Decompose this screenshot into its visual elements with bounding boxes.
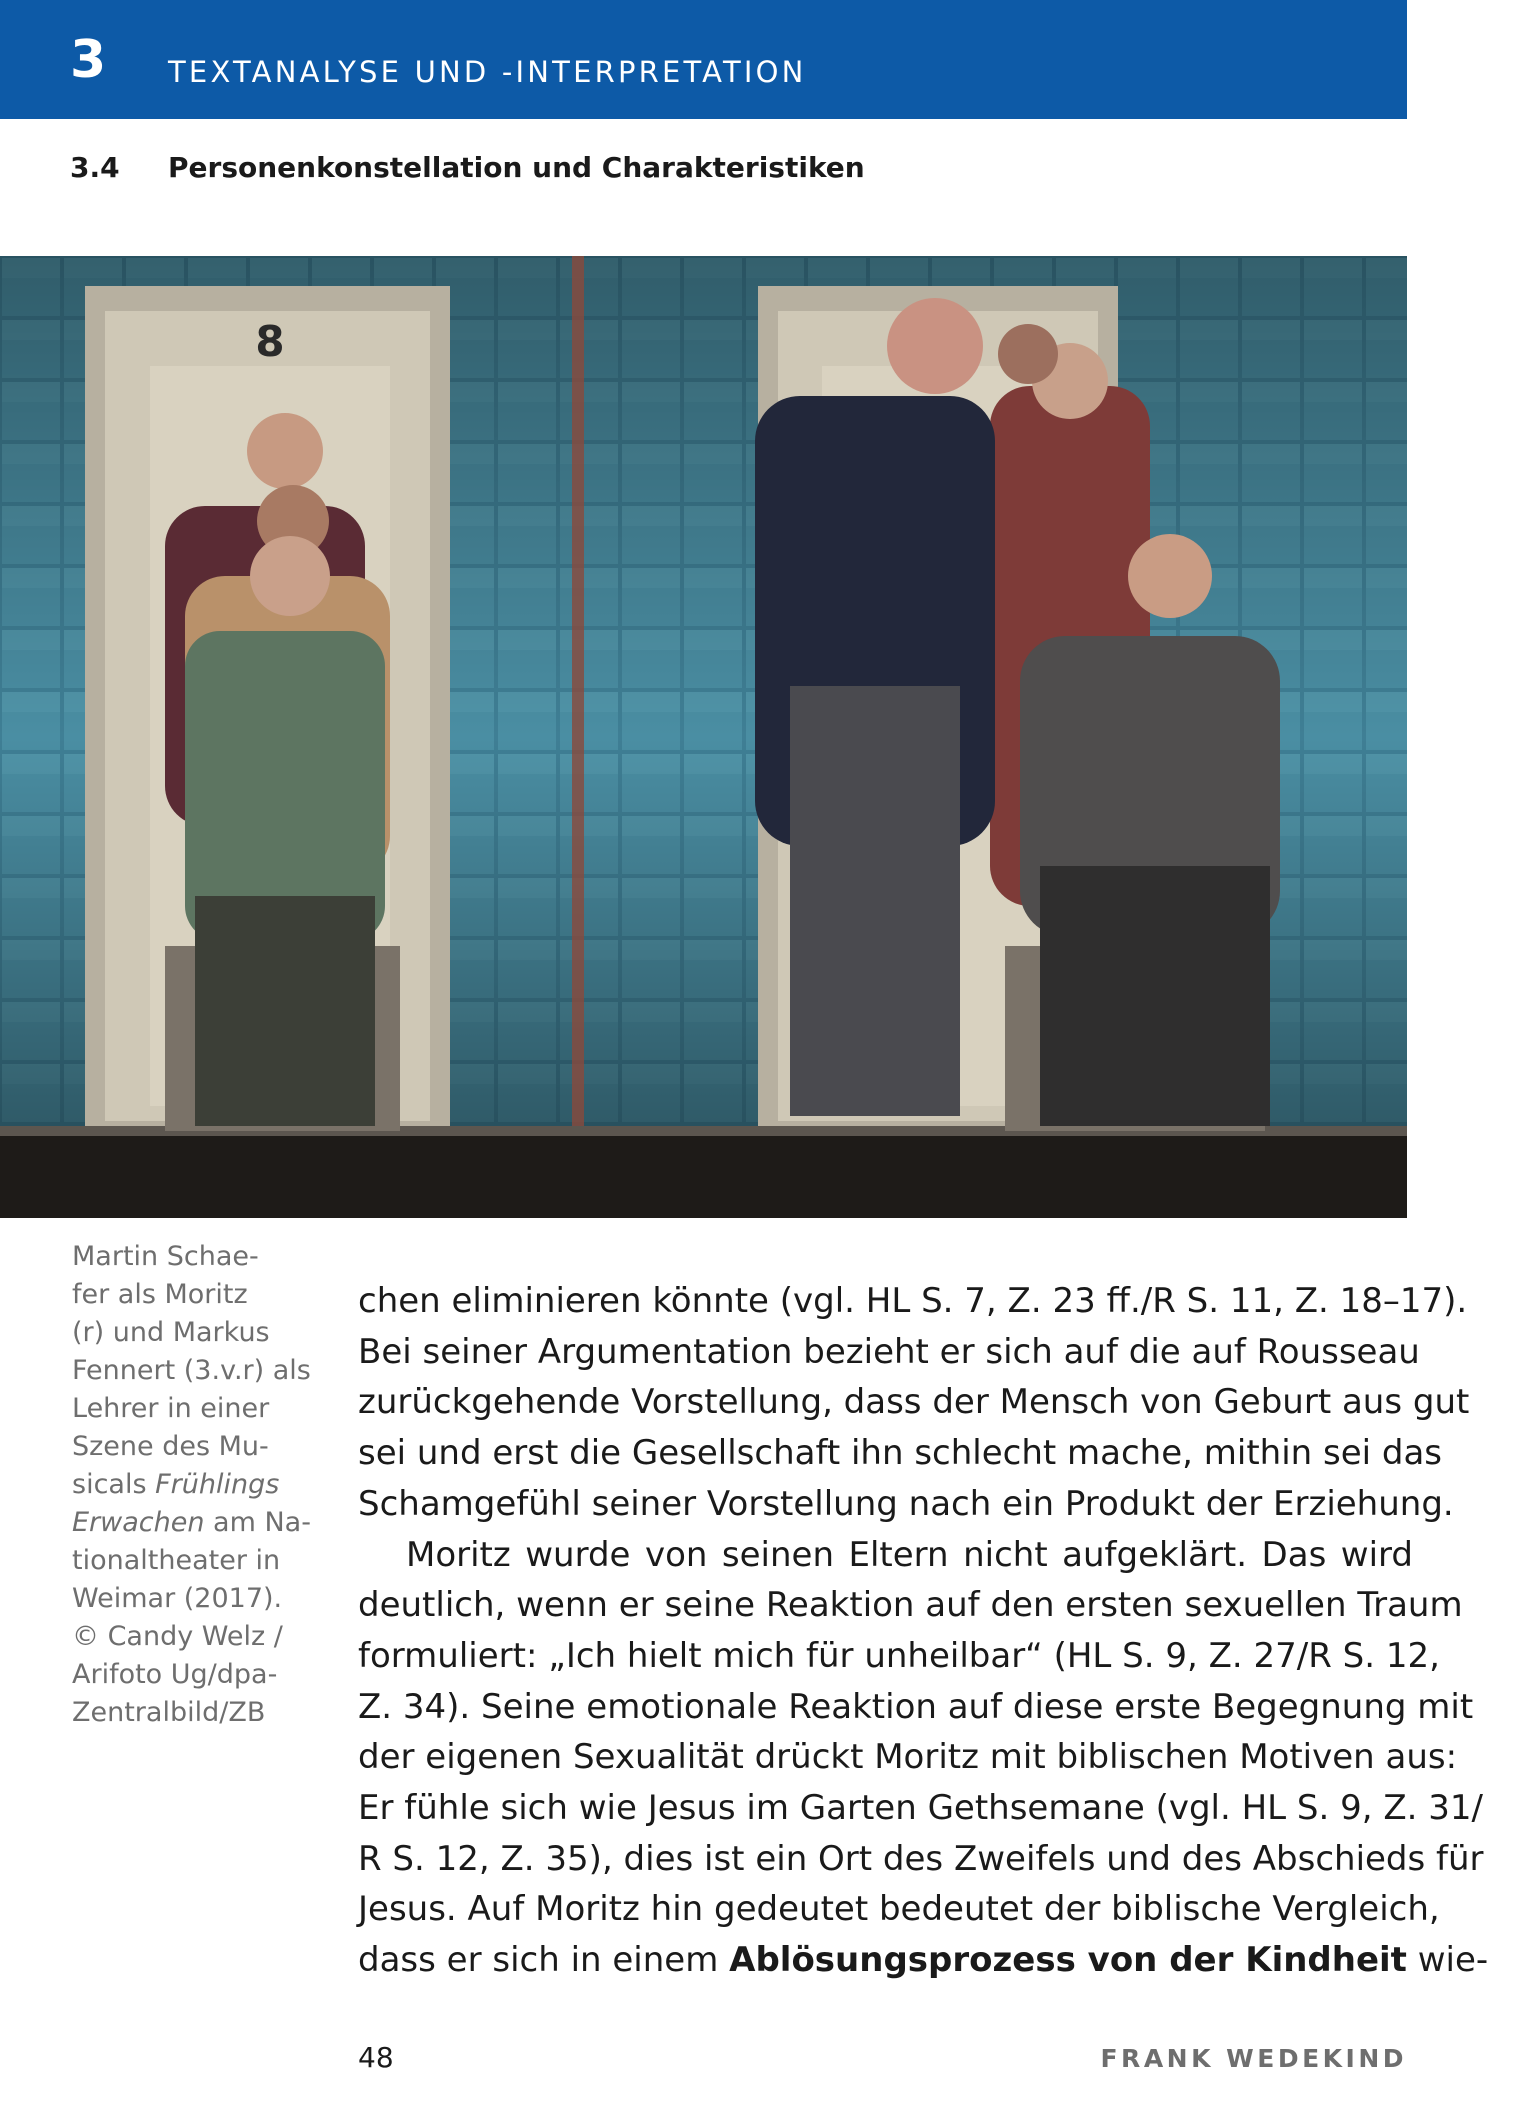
body-line: Schamgefühl seiner Vorstellung nach ein Produkt der Erziehung. (358, 1483, 1454, 1524)
body-bold-term: Ablösungsprozess von der Kindheit (729, 1940, 1407, 1981)
caption-text: sicals (72, 1469, 156, 1500)
caption-line: Lehrer in einer (72, 1393, 270, 1424)
caption-title-italic: Frühlings (155, 1469, 280, 1500)
body-line: zurückgehende Vorstellung, dass der Mensch von Geburt aus gut (358, 1382, 1470, 1423)
body-line: Er fühle sich wie Jesus im Garten Gethsemane (vgl. HL S. 9, Z. 31/ (358, 1788, 1483, 1829)
running-footer-title: FRANK WEDEKIND (1100, 2044, 1407, 2073)
body-text (358, 1276, 1489, 1986)
section-number: 3.4 (70, 151, 120, 184)
caption-line: Arifoto Ug/dpa- (72, 1659, 278, 1690)
body-line: Moritz wurde von seinen Eltern nicht aufgeklärt. Das wird (406, 1534, 1413, 1575)
body-line: sei und erst die Gesellschaft ihn schlecht mache, mithin sei das (358, 1433, 1443, 1474)
stage-photo (0, 256, 1407, 1218)
page-number: 48 (358, 2041, 394, 2074)
body-line: deutlich, wenn er seine Reaktion auf den ersten sexuellen Traum (358, 1585, 1463, 1626)
caption-line: Weimar (2017). (72, 1583, 283, 1614)
caption-line: Zentralbild/ZB (72, 1697, 266, 1728)
chapter-title: TEXTANALYSE UND -INTERPRETATION (168, 55, 807, 89)
caption-text: am Na- (204, 1507, 311, 1538)
body-line: der eigenen Sexualität drückt Moritz mit biblischen Motiven aus: (358, 1737, 1458, 1778)
caption-line: © Candy Welz / (72, 1621, 283, 1652)
caption-line: (r) und Markus (72, 1317, 270, 1348)
body-line (358, 1935, 1489, 1986)
caption-line (72, 1466, 342, 1504)
caption-title-italic: Erwachen (72, 1507, 205, 1538)
caption-line: tionaltheater in (72, 1545, 281, 1576)
caption-line: Martin Schae- (72, 1241, 259, 1272)
body-line: Jesus. Auf Moritz hin gedeutet bedeutet der biblische Vergleich, (358, 1889, 1440, 1930)
chapter-header-bar (0, 0, 1407, 119)
section-title: Personenkonstellation und Charakteristiken (168, 151, 865, 184)
caption-line: Szene des Mu- (72, 1431, 269, 1462)
photo-caption (72, 1238, 342, 1732)
door-left-number: 8 (255, 317, 285, 366)
caption-line: Fennert (3.v.r) als (72, 1355, 311, 1386)
body-line: Z. 34). Seine emotionale Reaktion auf diese erste Begegnung mit (358, 1686, 1474, 1727)
body-text-run: wie- (1406, 1940, 1489, 1981)
body-line: Bei seiner Argumentation bezieht er sich auf die auf Rousseau (358, 1331, 1420, 1372)
chapter-number: 3 (70, 30, 107, 90)
caption-line (72, 1504, 342, 1542)
body-line: R S. 12, Z. 35), dies ist ein Ort des Zweifels und des Abschieds für (358, 1838, 1484, 1879)
body-line: chen eliminieren könnte (vgl. HL S. 7, Z. 23 ff./R S. 11, Z. 18–17). (358, 1281, 1468, 1321)
caption-line: fer als Moritz (72, 1279, 248, 1310)
body-text-run: dass er sich in einem (358, 1940, 730, 1981)
body-line: formuliert: „Ich hielt mich für unheilbar“ (HL S. 9, Z. 27/R S. 12, (358, 1635, 1440, 1676)
